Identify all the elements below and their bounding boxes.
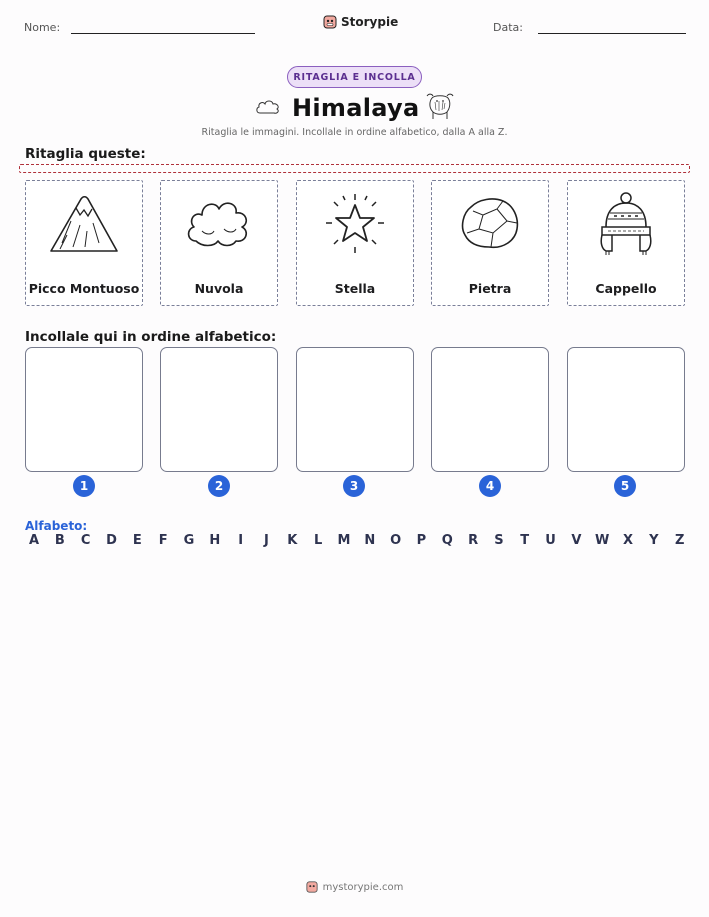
alphabet-letter: H [209,533,221,548]
cut-card-picco-montuoso[interactable] [25,180,143,306]
alphabet-letter: M [337,533,351,548]
alphabet-letter: T [520,533,530,548]
rock-icon [457,191,523,253]
card-label: Cappello [595,281,657,296]
paste-slot[interactable] [160,347,278,472]
cut-card-stella[interactable] [296,180,414,306]
alphabet-letter: U [545,533,556,548]
card-label: Stella [334,281,376,296]
alphabet-letter: D [106,533,117,548]
paste-heading: Incollale qui in ordine alfabetico: [25,329,277,345]
cut-heading: Ritaglia queste: [25,146,146,162]
alphabet-letter: J [264,533,269,548]
alphabet-letter: N [364,533,376,548]
mountain-peak-icon [47,191,121,259]
cut-line [19,164,690,173]
star-icon [321,191,389,257]
alphabet-letter: P [416,533,427,548]
activity-badge: RITAGLIA E INCOLLA [287,66,422,88]
alphabet-letter: Z [674,533,685,548]
paste-slot[interactable] [25,347,143,472]
alphabet-letter: O [390,533,402,548]
footer-url[interactable]: mystorypie.com [322,881,404,893]
cut-card-nuvola[interactable] [160,180,278,306]
cut-card-cappello[interactable] [567,180,685,306]
alphabet-letter: R [468,533,479,548]
winter-hat-icon [594,191,658,259]
card-label: Pietra [468,281,512,296]
cloud-decor-icon [254,96,282,118]
alphabet-letter: V [571,533,582,548]
paste-slot[interactable] [296,347,414,472]
date-line[interactable] [538,33,686,34]
paste-slot[interactable] [431,347,549,472]
paste-slot[interactable] [567,347,685,472]
alphabet-letter: Y [649,533,659,548]
alphabet-letter: G [183,533,195,548]
alphabet-letter: C [80,533,91,548]
cloud-icon [184,191,254,253]
alphabet-letter: F [158,533,168,548]
yak-decor-icon [423,90,457,122]
date-label: Data: [493,21,523,34]
slot-number: 3 [343,475,365,497]
card-label: Picco Montuoso [28,281,140,296]
alphabet-letter: X [623,533,634,548]
alphabet-letter: W [595,533,610,548]
brand-name: Storypie [341,15,399,29]
slot-number: 1 [73,475,95,497]
alphabet-letter: A [28,533,40,548]
storypie-mascot-icon [306,880,318,894]
name-label: Nome: [24,21,61,34]
slot-number: 5 [614,475,636,497]
name-line[interactable] [71,33,255,34]
alphabet-letter: B [54,533,65,548]
alphabet-letter: Q [441,533,453,548]
alphabet-letter: E [132,533,142,548]
alphabet-title: Alfabeto: [25,519,88,533]
card-label: Nuvola [194,281,244,296]
alphabet-letter: I [238,533,244,548]
alphabet-row [26,533,688,548]
slot-number: 4 [479,475,501,497]
storypie-logo [323,14,398,30]
alphabet-letter: K [287,533,298,548]
cut-card-pietra[interactable] [431,180,549,306]
instructions: Ritaglia le immagini. Incollale in ordine alfabetico, dalla A alla Z. [201,127,508,138]
page-title: Himalaya [292,94,420,122]
alphabet-letter: L [313,533,323,548]
footer [0,880,709,894]
storypie-mascot-icon [323,14,337,30]
alphabet-letter: S [494,533,504,548]
slot-number: 2 [208,475,230,497]
